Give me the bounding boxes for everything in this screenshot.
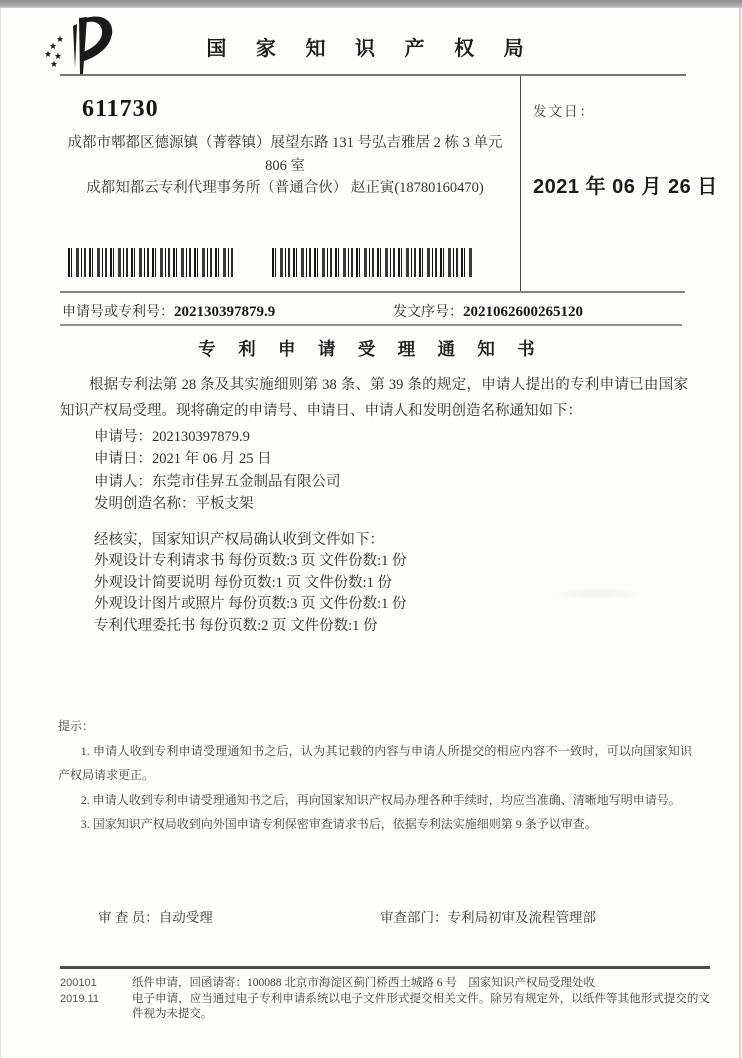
footer-code-1: 200101 — [60, 977, 97, 989]
examination-department — [380, 906, 596, 926]
tips-section — [58, 714, 692, 837]
footer-code-2: 2019.11 — [60, 992, 99, 1005]
barcode-right — [272, 248, 473, 277]
received-doc-item: 外观设计简要说明 每份页数:1 页 文件份数:1 份 — [94, 574, 393, 591]
application-fields — [94, 426, 688, 516]
serial-number — [393, 301, 583, 321]
received-doc-item: 外观设计专利请求书 每份页数:3 页 文件份数:1 份 — [94, 553, 407, 570]
serial-number-value: 2021062600265120 — [463, 304, 583, 320]
examiner-value: 自动受理 — [158, 910, 213, 925]
footer-form-codes — [60, 976, 132, 1023]
mailing-address-block — [62, 96, 508, 200]
agency-line: 成都知都云专利代理事务所（普通合伙） 赵正寅(18780160470) — [86, 180, 484, 196]
footer-note-electronic: 电子申请，应当通过电子专利申请系统以电子文件形式提交相关文件。除另有规定外，以纸件等其他形式提交的文件视为未提交。 — [132, 992, 710, 1020]
received-intro: 经核实，国家知识产权局确认收到文件如下： — [94, 531, 384, 548]
address-date-divider — [520, 76, 521, 292]
tip-item-3: 3. 国家知识产权局收到向外国申请专利保密审查请求书后，依据专利法实施细则第 9 条予以审查。 — [80, 817, 597, 831]
notice-title: 专 利 申 请 受 理 通 知 书 — [198, 339, 544, 359]
application-number — [62, 305, 275, 320]
footer-notes — [132, 976, 710, 1023]
scan-edge-right — [739, 8, 741, 1058]
field-filing-date: 申请日：2021 年 06 月 25 日 — [94, 451, 272, 468]
body-paragraph: 根据专利法第 28 条及其实施细则第 38 条、第 39 条的规定，申请人提出的专利申请已由国家知识产权局受理。现将确定的申请号、申请日、申请人和发明创造名称通知如下： — [60, 377, 688, 419]
org-title: 国 家 知 识 产 权 局 — [206, 38, 536, 60]
scan-edge-top — [0, 0, 742, 8]
received-doc-item: 专利代理委托书 每份页数:2 页 文件份数:1 份 — [94, 618, 378, 634]
tip-item-2: 2. 申请人收到专利申请受理通知书之后，再向国家知识产权局办理各种手续时，均应当准确、清晰地写明申请号。 — [80, 792, 681, 807]
tip-item-1: 1. 申请人收到专利申请受理通知书之后，认为其记载的内容与申请人所提交的相应内容不一致时，可以向国家知识产权局请求更正。 — [58, 743, 692, 782]
dispatch-date-value: 2021 年 06 月 26 日 — [533, 176, 718, 198]
serial-number-label: 发文序号： — [393, 305, 463, 320]
address-line-2: 806 室 — [265, 157, 305, 174]
footer-divider — [60, 966, 710, 969]
header-divider — [60, 74, 686, 76]
field-application-number: 申请号：202130397879.9 — [94, 429, 250, 445]
received-doc-item: 外观设计图片或照片 每份页数:3 页 文件份数:1 份 — [94, 596, 407, 613]
postal-code: 611730 — [82, 96, 159, 122]
scan-edge-left — [0, 8, 1, 1058]
scan-artifact — [548, 588, 648, 600]
footer-note-paper: 纸件申请，回函请寄：100088 北京市海淀区蓟门桥西土城路 6 号 国家知识产权局受理处收 — [132, 977, 595, 989]
reference-divider-top — [60, 291, 685, 293]
application-number-value: 202130397879.9 — [174, 304, 276, 320]
barcode-left — [68, 248, 235, 277]
address-line-1: 成都市郫都区德源镇（菁蓉镇）展望东路 131 号弘吉雅居 2 栋 3 单元 — [67, 135, 503, 151]
examiner-label: 审 查 员： — [98, 910, 159, 925]
reference-divider-bottom — [60, 324, 682, 326]
department-label: 审查部门： — [380, 910, 448, 925]
page-footer — [60, 966, 710, 1023]
tips-label: 提示： — [58, 719, 95, 733]
dispatch-date-label: 发文日： — [533, 104, 595, 119]
department-value: 专利局初审及流程管理部 — [447, 910, 596, 925]
field-applicant: 申请人：东莞市佳昇五金制品有限公司 — [94, 473, 341, 490]
field-invention-title: 发明创造名称：平板支架 — [94, 496, 254, 513]
application-number-label: 申请号或专利号： — [62, 305, 174, 320]
reference-row — [62, 301, 688, 321]
dispatch-date-box — [533, 100, 723, 199]
examiner — [98, 906, 213, 926]
received-documents — [94, 530, 688, 638]
